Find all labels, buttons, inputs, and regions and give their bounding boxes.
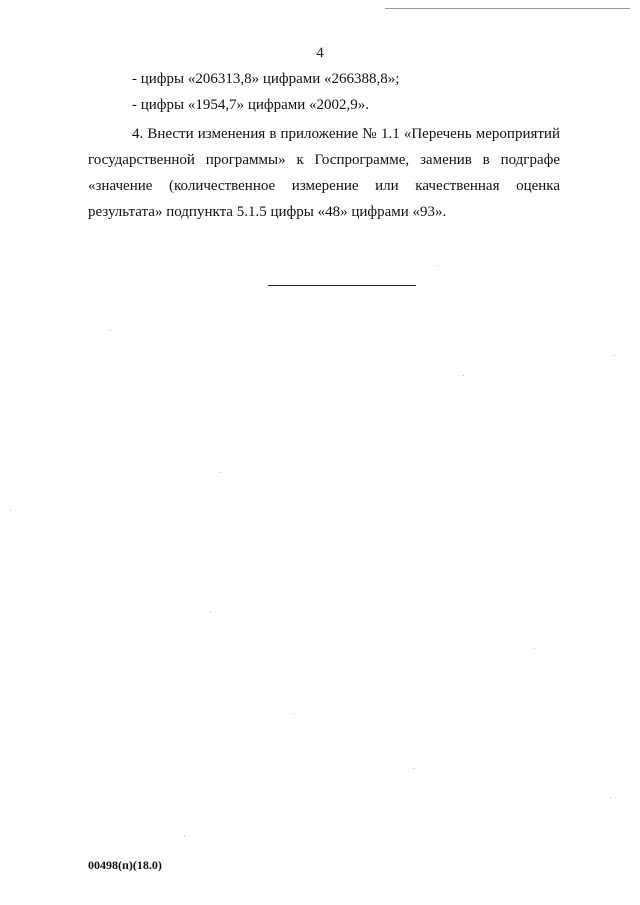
scan-speck [210,612,211,613]
page-number: 4 [316,45,324,61]
scan-speck [10,510,11,511]
scan-speck [614,355,615,356]
scan-speck [220,472,221,473]
scan-speck [438,265,439,266]
text-line-2: - цифры «1954,7» цифрами «2002,9». [132,97,370,113]
scan-speck [110,330,111,331]
paragraph-item-4: 4. Внести изменения в приложение № 1.1 «Перечень мероприятий государственной программы» к Госпрограмме, заменив в подграфе «значение (количественное измерение или качественная оценка результата» подпункта 5.1.5 цифры «48» цифрами «93». [88,126,560,220]
scan-speck [534,648,535,649]
scan-speck [463,375,464,376]
text-line-1: - цифры «206313,8» цифрами «266388,8»; [132,71,400,87]
scan-speck [413,768,414,769]
separator-rule [268,285,416,286]
scan-edge-line [385,8,630,9]
scan-speck [610,797,611,798]
scan-speck [184,836,185,837]
document-code: 00498(п)(18.0) [88,858,162,872]
scan-speck [294,713,295,714]
